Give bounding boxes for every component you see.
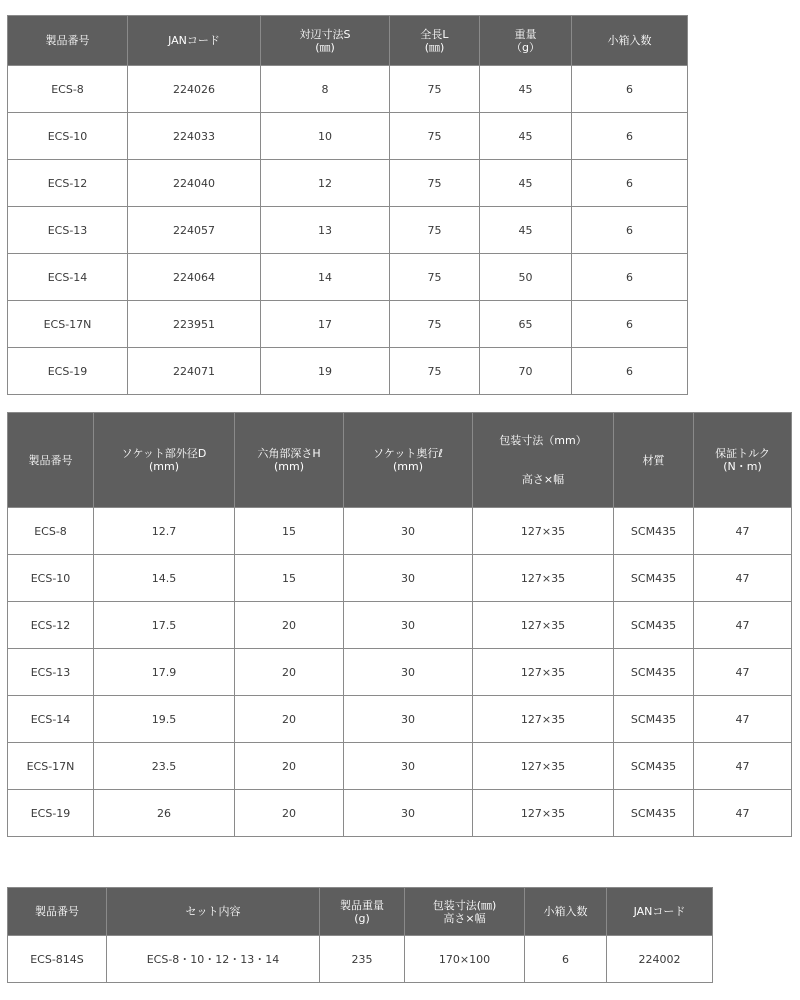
cell-product-no: ECS-12 <box>8 602 94 649</box>
cell-torque: 47 <box>694 790 792 837</box>
cell-box-qty: 6 <box>572 207 688 254</box>
cell-socket-depth: 30 <box>344 602 473 649</box>
cell-jan-code: 224033 <box>128 113 261 160</box>
cell-set-contents: ECS-8・10・12・13・14 <box>107 936 320 983</box>
cell-hex-depth: 20 <box>235 743 344 790</box>
cell-outer-diameter: 17.9 <box>94 649 235 696</box>
table-row <box>8 555 792 602</box>
cell-hex-depth: 20 <box>235 602 344 649</box>
col-header-product-no: 製品番号 <box>8 413 94 508</box>
cell-package-size: 127×35 <box>473 790 614 837</box>
table-row <box>8 254 688 301</box>
cell-overall-length: 75 <box>390 348 480 395</box>
cell-package-size: 127×35 <box>473 649 614 696</box>
cell-weight: 45 <box>480 113 572 160</box>
cell-weight: 45 <box>480 66 572 113</box>
cell-outer-diameter: 17.5 <box>94 602 235 649</box>
cell-product-no: ECS-10 <box>8 555 94 602</box>
cell-socket-depth: 30 <box>344 649 473 696</box>
col-header-product-no: 製品番号 <box>8 888 107 936</box>
cell-material: SCM435 <box>614 649 694 696</box>
cell-box-qty: 6 <box>572 348 688 395</box>
cell-overall-length: 75 <box>390 207 480 254</box>
cell-jan-code: 224040 <box>128 160 261 207</box>
cell-outer-diameter: 14.5 <box>94 555 235 602</box>
cell-product-no: ECS-8 <box>8 508 94 555</box>
cell-outer-diameter: 26 <box>94 790 235 837</box>
cell-socket-depth: 30 <box>344 743 473 790</box>
cell-across-flats: 13 <box>261 207 390 254</box>
col-header-hex-depth: 六角部深さH (mm) <box>235 413 344 508</box>
cell-torque: 47 <box>694 508 792 555</box>
cell-product-no: ECS-13 <box>8 207 128 254</box>
cell-box-qty: 6 <box>572 160 688 207</box>
cell-hex-depth: 15 <box>235 555 344 602</box>
cell-outer-diameter: 19.5 <box>94 696 235 743</box>
cell-across-flats: 17 <box>261 301 390 348</box>
cell-package-size: 127×35 <box>473 555 614 602</box>
table-header-row <box>8 888 713 936</box>
cell-weight: 65 <box>480 301 572 348</box>
cell-package-size: 170×100 <box>405 936 525 983</box>
col-header-guaranteed-torque: 保証トルク (N・m) <box>694 413 792 508</box>
cell-product-no: ECS-17N <box>8 743 94 790</box>
cell-package-size: 127×35 <box>473 743 614 790</box>
cell-product-no: ECS-12 <box>8 160 128 207</box>
table-row <box>8 301 688 348</box>
col-header-weight: 重量 （g） <box>480 16 572 66</box>
cell-box-qty: 6 <box>572 66 688 113</box>
cell-jan-code: 224026 <box>128 66 261 113</box>
cell-material: SCM435 <box>614 790 694 837</box>
table-row <box>8 602 792 649</box>
cell-torque: 47 <box>694 602 792 649</box>
col-header-box-qty: 小箱入数 <box>525 888 607 936</box>
cell-torque: 47 <box>694 743 792 790</box>
col-header-jan-code: JANコード <box>607 888 713 936</box>
cell-product-no: ECS-17N <box>8 301 128 348</box>
col-header-package-size: 包装寸法（mm） 高さ×幅 <box>473 413 614 508</box>
col-header-product-weight: 製品重量 (g) <box>320 888 405 936</box>
cell-material: SCM435 <box>614 602 694 649</box>
cell-product-no: ECS-19 <box>8 790 94 837</box>
cell-jan-code: 223951 <box>128 301 261 348</box>
cell-package-size: 127×35 <box>473 602 614 649</box>
cell-hex-depth: 20 <box>235 649 344 696</box>
cell-hex-depth: 15 <box>235 508 344 555</box>
cell-material: SCM435 <box>614 555 694 602</box>
cell-overall-length: 75 <box>390 113 480 160</box>
table-row <box>8 790 792 837</box>
cell-package-size: 127×35 <box>473 508 614 555</box>
col-header-outer-diameter: ソケット部外径D (mm) <box>94 413 235 508</box>
spec-table-2 <box>7 412 792 837</box>
cell-box-qty: 6 <box>572 113 688 160</box>
cell-package-size: 127×35 <box>473 696 614 743</box>
cell-weight: 45 <box>480 160 572 207</box>
cell-product-no: ECS-14 <box>8 696 94 743</box>
cell-jan-code: 224002 <box>607 936 713 983</box>
col-header-product-no: 製品番号 <box>8 16 128 66</box>
cell-overall-length: 75 <box>390 160 480 207</box>
col-header-overall-length: 全長L (㎜) <box>390 16 480 66</box>
table-row <box>8 508 792 555</box>
col-header-jan-code: JANコード <box>128 16 261 66</box>
col-header-socket-depth: ソケット奥行ℓ (mm) <box>344 413 473 508</box>
table-row <box>8 696 792 743</box>
cell-outer-diameter: 12.7 <box>94 508 235 555</box>
cell-socket-depth: 30 <box>344 508 473 555</box>
cell-socket-depth: 30 <box>344 555 473 602</box>
cell-product-weight: 235 <box>320 936 405 983</box>
cell-product-no: ECS-14 <box>8 254 128 301</box>
cell-product-no: ECS-19 <box>8 348 128 395</box>
table-row <box>8 649 792 696</box>
table-row <box>8 207 688 254</box>
cell-torque: 47 <box>694 555 792 602</box>
cell-material: SCM435 <box>614 508 694 555</box>
table-row <box>8 160 688 207</box>
cell-across-flats: 8 <box>261 66 390 113</box>
table-row <box>8 936 713 983</box>
cell-outer-diameter: 23.5 <box>94 743 235 790</box>
cell-box-qty: 6 <box>525 936 607 983</box>
cell-across-flats: 10 <box>261 113 390 160</box>
col-header-set-contents: セット内容 <box>107 888 320 936</box>
cell-box-qty: 6 <box>572 254 688 301</box>
cell-weight: 45 <box>480 207 572 254</box>
cell-product-no: ECS-8 <box>8 66 128 113</box>
col-header-box-qty: 小箱入数 <box>572 16 688 66</box>
col-header-package-size: 包装寸法(㎜) 高さ×幅 <box>405 888 525 936</box>
cell-hex-depth: 20 <box>235 790 344 837</box>
cell-product-no: ECS-814S <box>8 936 107 983</box>
cell-torque: 47 <box>694 649 792 696</box>
table-row <box>8 348 688 395</box>
col-header-material: 材質 <box>614 413 694 508</box>
cell-jan-code: 224057 <box>128 207 261 254</box>
cell-product-no: ECS-10 <box>8 113 128 160</box>
table-row <box>8 113 688 160</box>
cell-material: SCM435 <box>614 743 694 790</box>
cell-product-no: ECS-13 <box>8 649 94 696</box>
cell-overall-length: 75 <box>390 301 480 348</box>
cell-weight: 70 <box>480 348 572 395</box>
cell-material: SCM435 <box>614 696 694 743</box>
cell-overall-length: 75 <box>390 254 480 301</box>
table-header-row <box>8 16 688 66</box>
cell-weight: 50 <box>480 254 572 301</box>
cell-across-flats: 19 <box>261 348 390 395</box>
cell-torque: 47 <box>694 696 792 743</box>
cell-socket-depth: 30 <box>344 696 473 743</box>
table-header-row <box>8 413 792 508</box>
table-row <box>8 743 792 790</box>
spec-table-1 <box>7 15 688 395</box>
cell-hex-depth: 20 <box>235 696 344 743</box>
cell-jan-code: 224071 <box>128 348 261 395</box>
cell-overall-length: 75 <box>390 66 480 113</box>
col-header-across-flats: 対辺寸法S (㎜) <box>261 16 390 66</box>
cell-socket-depth: 30 <box>344 790 473 837</box>
cell-box-qty: 6 <box>572 301 688 348</box>
set-product-table <box>7 887 713 983</box>
cell-across-flats: 12 <box>261 160 390 207</box>
cell-across-flats: 14 <box>261 254 390 301</box>
table-row <box>8 66 688 113</box>
cell-jan-code: 224064 <box>128 254 261 301</box>
